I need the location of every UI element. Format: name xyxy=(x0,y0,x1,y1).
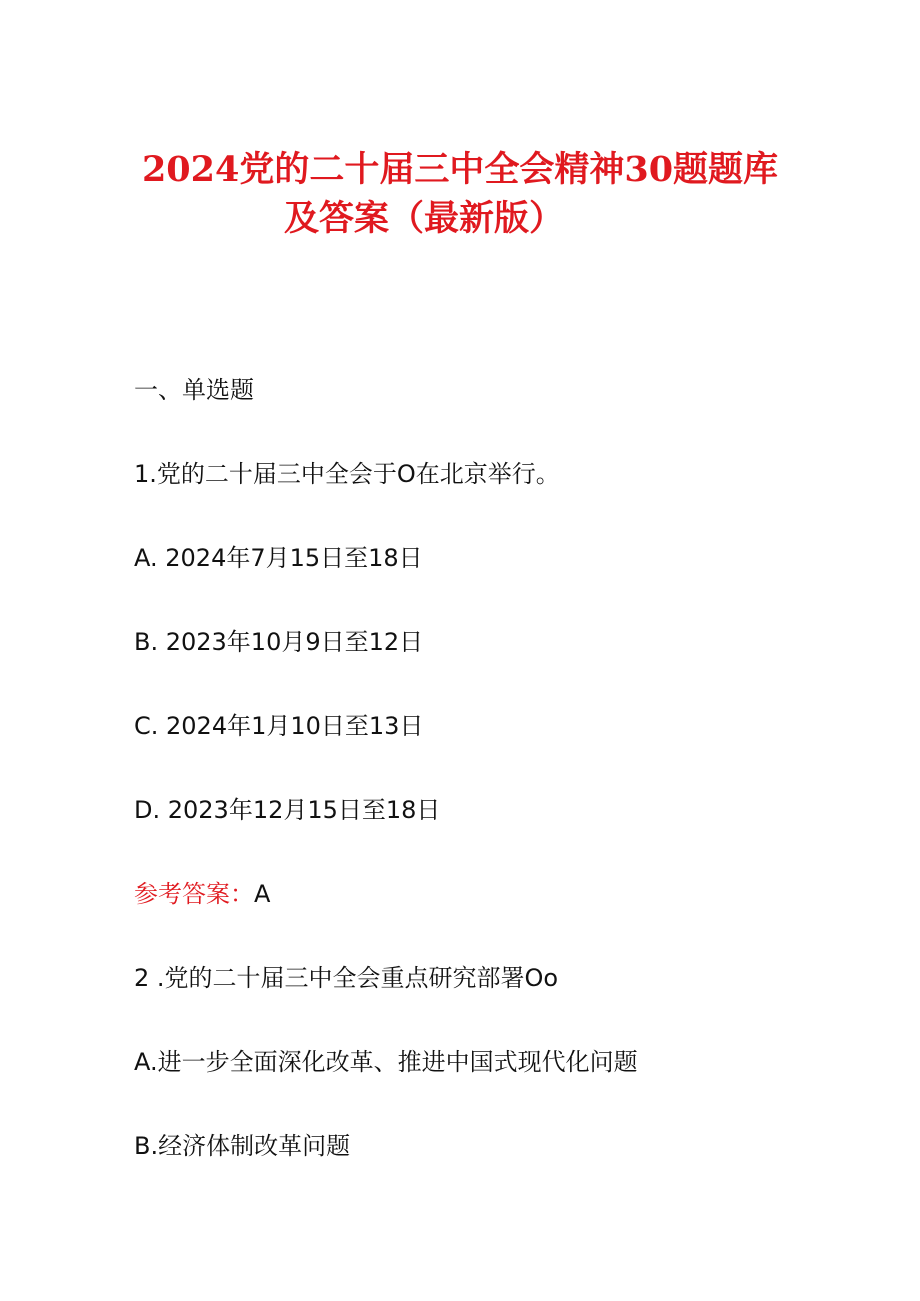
question-1-answer xyxy=(134,879,270,909)
question-1-option-a: A. 2024年7月15日至18日 xyxy=(134,544,423,572)
document-title-line-1: 2024党的二十届三中全会精神30题题库 xyxy=(141,149,779,190)
question-1-option-b: B. 2023年10月9日至12日 xyxy=(134,628,424,656)
question-1-option-d: D. 2023年12月15日至18日 xyxy=(134,796,441,824)
question-2-option-a: A.进一步全面深化改革、推进中国式现代化问题 xyxy=(134,1048,638,1076)
question-1-stem: 1.党的二十届三中全会于O在北京举行。 xyxy=(134,460,560,488)
question-2-stem: 2 .党的二十届三中全会重点研究部署Oo xyxy=(134,964,559,992)
answer-value: A xyxy=(254,880,271,908)
question-1-option-c: C. 2024年1月10日至13日 xyxy=(134,712,424,740)
document-title-line-2: 及答案（最新版） xyxy=(284,198,565,239)
answer-label: 参考答案： xyxy=(134,880,254,908)
question-2-option-b: B.经济体制改革问题 xyxy=(134,1132,351,1160)
section-heading: 一、单选题 xyxy=(134,376,254,404)
